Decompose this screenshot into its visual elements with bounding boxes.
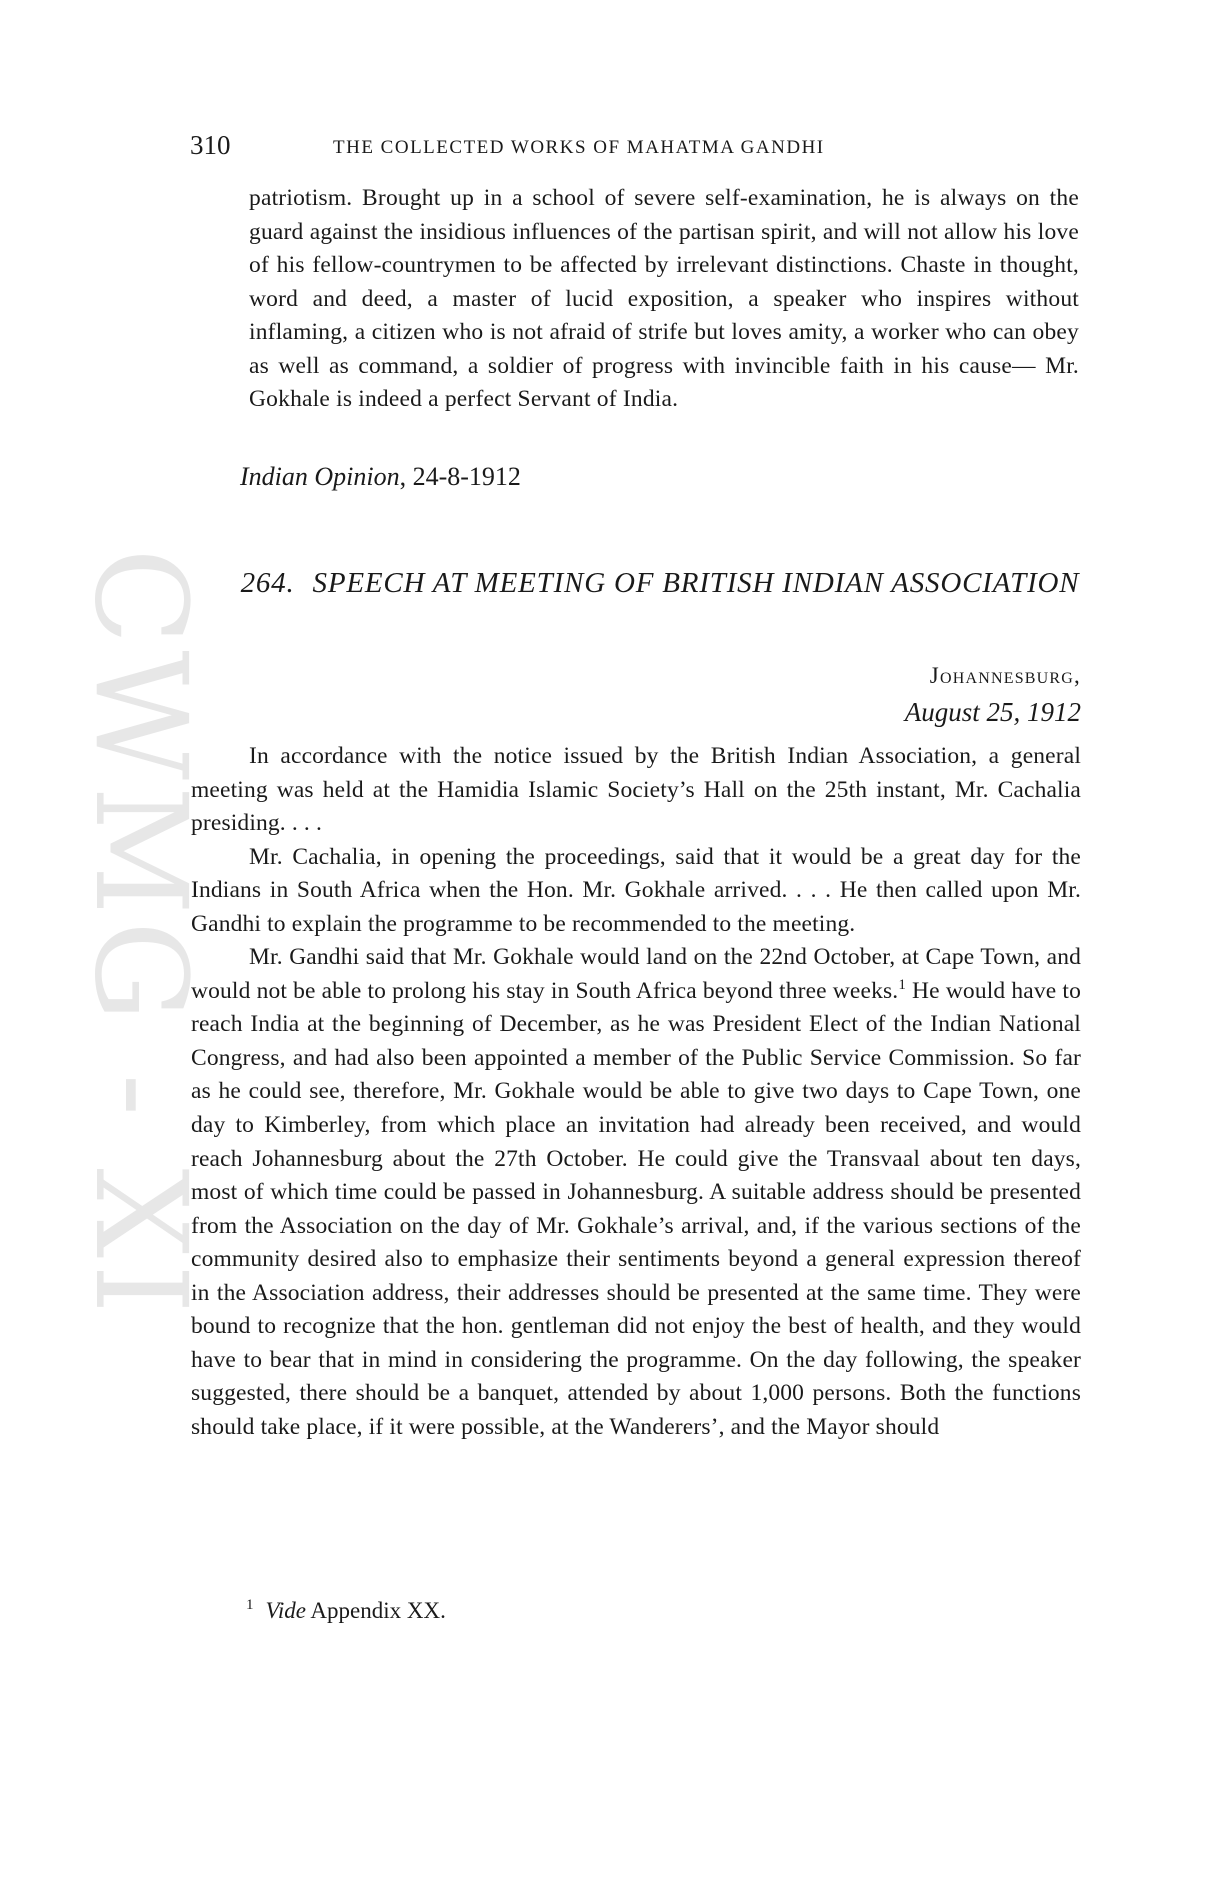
dateline-date: August 25, 1912	[904, 697, 1081, 727]
paragraph-3-start: Mr. Gandhi said that Mr. Gokhale would land on the 22nd October, at Cape Town, and would not be able to prolong his stay in South Africa beyond three weeks.	[191, 944, 1081, 1004]
body-text	[191, 740, 1081, 1444]
source-citation	[240, 462, 521, 492]
dateline-place: Johannesburg,	[929, 663, 1081, 688]
paragraph-1: In accordance with the notice issued by the British Indian Association, a general meeting was held at the Hamidia Islamic Society’s Hall on the 25th instant, Mr. Cachalia presiding. . . .	[191, 743, 1081, 837]
footnote-reference: 1	[898, 977, 906, 993]
footnote	[246, 1598, 446, 1624]
paragraph-3-rest: He would have to reach India at the beginning of December, as he was President Elect of the Indian National Congress, and had also been appointed a member of the Public Service Commission. So far as he could see, therefore, Mr. Gokhale would be able to give two days to Cape Town, one day to Kimberley, from which place an invitation had already been received, and would reach Johannesburg about the 27th October. He could give the Transvaal about ten days, most of which time could be passed in Johannesburg. A suitable address should be presented from the Association on the day of Mr. Gokhale’s arrival, and, if the various sections of the community desired also to emphasize their sentiments beyond a general expression thereof in the Association address, their addresses should be presented at the same time. They were bound to recognize that the hon. gentleman did not enjoy the best of health, and they would have to bear that in mind in considering the programme. On the day following, the speaker suggested, there should be a banquet, attended by about 1,000 persons. Both the functions should take place, if it were possible, at the Wanderers’, and the Mayor should	[191, 977, 1082, 1440]
source-date: , 24-8-1912	[399, 462, 521, 491]
paragraph-3	[191, 941, 1081, 1444]
footnote-vide: Vide	[265, 1598, 306, 1623]
section-heading	[240, 566, 1080, 600]
source-publication: Indian Opinion	[240, 462, 400, 491]
section-title: SPEECH AT MEETING OF BRITISH INDIAN ASSOCIATION	[312, 567, 1080, 599]
footnote-text: Appendix XX.	[305, 1598, 446, 1623]
running-head-title: THE COLLECTED WORKS OF MAHATMA GANDHI	[333, 137, 825, 158]
continued-paragraph: patriotism. Brought up in a school of severe self-examination, he is always on the guard against the insidious influences of the partisan spirit, and will not allow his love of his fellow-countrymen to be affected by irrelevant distinctions. Chaste in thought, word and deed, a master of lucid exposition, a speaker who inspires without inflaming, a citizen who is not afraid of strife but loves amity, a worker who can obey as well as command, a soldier of progress with invincible faith in his cause— Mr. Gokhale is indeed a perfect Servant of India.	[249, 185, 1079, 412]
dateline	[700, 658, 1081, 730]
paragraph-2: Mr. Cachalia, in opening the proceedings, said that it would be a great day for the Indians in South Africa when the Hon. Mr. Gokhale arrived. . . . He then called upon Mr. Gandhi to explain the programme to be recommended to the meeting.	[191, 843, 1081, 937]
page-number: 310	[190, 130, 231, 160]
footnote-mark: 1	[246, 1597, 254, 1614]
running-head	[190, 130, 1090, 170]
watermark-text: CWMG - XI	[67, 548, 214, 1320]
section-number: 264.	[240, 567, 295, 599]
